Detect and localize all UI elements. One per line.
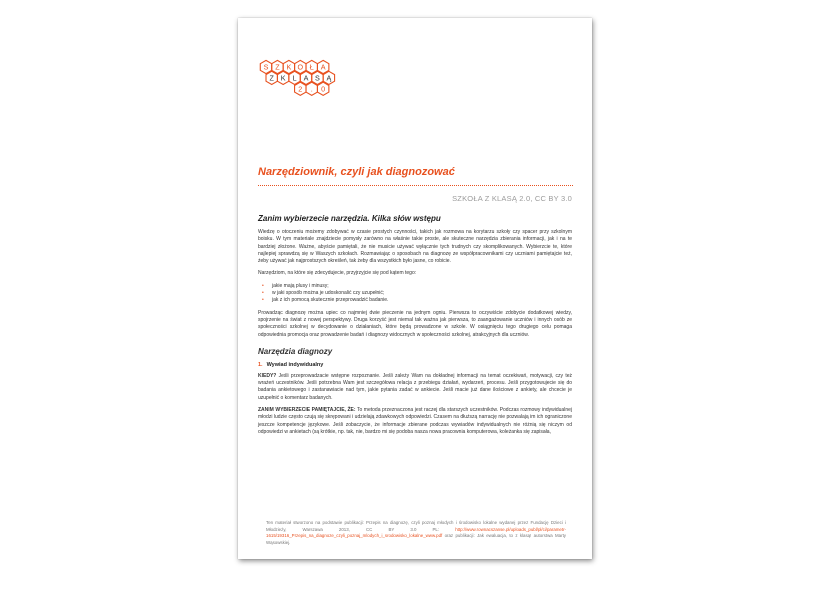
document-body [258, 214, 572, 441]
hexagon-logo-icon [258, 58, 338, 116]
svg-text:O: O [297, 62, 304, 72]
logo-hex-mid [300, 71, 311, 84]
logo-hex-bottom [306, 82, 317, 95]
svg-text:Z: Z [275, 62, 280, 72]
list-item-text: jakie mają plusy i minusy; [272, 282, 329, 289]
section-heading: Narzędzia diagnozy [258, 346, 333, 356]
source-footnote [266, 520, 566, 546]
document-title: Narzędziownik, czyli jak diagnozować [258, 166, 455, 178]
intro-paragraph-3: Prowadząc diagnozę można upiec co najmniej dwie pieczenie na jednym ogniu. Pierwsza to oczywiście zdobycie dodatkowej wiedzy, spojrzenie na świat z nowej perspektywy. Druga korzyść jest niemal tak ważna jak pierwsza, to zaangażowanie uczniów i innych osób ze społeczności szkolnej w decydowanie o działaniach, które będą prowadzone w szkole. W osiągnięciu tego drugiego celu pomaga odpowiednia promocja oraz prowadzenie badań i diagnozy widocznych w społeczności szkolnej, atrakcyjnych dla uczniów. [258, 309, 572, 338]
logo-hex-mid [277, 71, 288, 84]
source-link[interactable]: http://www.rownacszanse.pl/uploads_publ/pl/ci/parametr-1615/19316_Przepis_na_diagnoze_czyli_poznaj_mlodych_i_srodowisko_lokalne_www.pdf [266, 526, 566, 539]
svg-text:S: S [315, 73, 320, 83]
logo-hex-top [317, 60, 328, 73]
kiedy-text: Jeśli przeprowadzacie wstępne rozpoznanie. Jeśli zależy Wam na dokładnej informacji na temat oczekiwań, motywacji, czy też wrażeń uczestników. Jeśli potrzebna Wam jest szczegółowa relacja z przebiegu działań, wydarzeń, procesu. Jeśli przygotowujecie się do badania ankietowego i zastanawiacie nad tym, jakie pytania zadać w ankiecie. Jeśli macie już dane ilościowe z ankiety, ale chcecie je uzupełnić o komentarz badanych. [258, 372, 572, 401]
logo-hex-top [260, 60, 271, 73]
item-number: 1. [258, 361, 263, 368]
svg-text:K: K [280, 73, 286, 83]
intro-paragraph-1: Wiedzę o otoczeniu możemy zdobywać w czasie prostych czynności, takich jak rozmowa na korytarzu szkoły czy spacer przy szkolnym boisku. W tym materiale znajdziecie pomysły zarówno na właśnie takie proste, ale skuteczne narzędzia zbierania informacji, jak i na te bardziej złożone. Ważne, abyście pamiętali, że nie musicie używać wyłącznie tych trudnych czy skomplikowanych. Wybierzcie te, które najlepiej sprawdzą się w Waszych szkołach. Rozmawiając o sposobach na diagnozę ze współpracownikami czy uczniami pamiętajcie też, żeby używać jak najprostszych określeń, tak żeby dla wszystkich było jasne, co robicie. [258, 229, 572, 265]
list-item [258, 290, 572, 297]
svg-text:A: A [320, 62, 326, 72]
item-title: Wywiad indywidualny [266, 361, 324, 368]
svg-text:Z: Z [269, 73, 274, 83]
footnote-text-end: oraz publikacji: Jak ewaluacja, to z klasą! autorstwa Marty Wąsowskiej. [266, 533, 566, 545]
svg-text:A: A [303, 73, 309, 83]
list-item [258, 283, 572, 290]
logo-hex-top [306, 60, 317, 73]
zanim-paragraph [258, 407, 572, 436]
list-item [258, 297, 572, 304]
logo-hex-mid [323, 71, 334, 84]
logo-hex-bottom [295, 82, 306, 95]
logo-hex-mid [312, 71, 323, 84]
svg-text:S: S [263, 62, 269, 72]
logo-hex-top [272, 60, 283, 73]
numbered-subheading [258, 362, 572, 368]
intro-heading: Zanim wybierzecie narzędzia. Kilka słów wstępu [258, 214, 441, 223]
kiedy-paragraph [258, 373, 572, 402]
footnote-text: Ten materiał stworzono na podstawie publikacji: Przepis na diagnozę, czyli poznaj młodych i środowisko lokalne wydanej przez Fundację Dzieci i Młodzieży, Warszawa 2013, CC BY 3.0 PL: [266, 520, 566, 532]
svg-text:Ą: Ą [326, 73, 332, 83]
license-label: SZKOŁA Z KLASĄ 2.0, CC BY 3.0 [452, 194, 572, 203]
title-divider [258, 185, 573, 186]
szkola-z-klasa-logo [258, 58, 338, 116]
svg-text:Ł: Ł [309, 62, 314, 72]
criteria-list [258, 283, 572, 305]
logo-hex-top [295, 60, 306, 73]
svg-text:2: 2 [298, 84, 303, 94]
zanim-lead: ZANIM WYBIERZECIE PAMIĘTAJCIE, ŻE: [258, 407, 356, 414]
logo-hex-mid [266, 71, 277, 84]
svg-text:0: 0 [321, 84, 326, 94]
intro-paragraph-2: Narzędziom, na które się zdecydujecie, przyjrzyjcie się pod kątem tego: [258, 270, 417, 277]
list-item-text: w jaki sposób można je udoskonalić czy uzupełnić; [272, 290, 385, 297]
document-page [238, 18, 592, 559]
logo-hex-bottom [317, 82, 328, 95]
svg-text:.: . [310, 84, 313, 94]
kiedy-lead: KIEDY? [258, 372, 277, 379]
bullet-icon: • [262, 297, 264, 304]
list-item-text: jak z ich pomocą skutecznie przeprowadzić badanie. [272, 297, 389, 304]
bullet-icon: • [262, 290, 264, 297]
zanim-text: To metoda przeznaczona jest raczej dla starszych uczestników. Podczas rozmowy indywidualnej młodzi ludzie często czują się skrępowani i udzielają zdawkowych odpowiedzi. Czasem na dłuższą narrację nie pozwalają im ich ograniczone jeszcze kompetencje językowe. Jeśli zobaczycie, że informacje zbierane podczas wywiadów indywidualnych nie różnią się niczym od odpowiedzi w ankietach (są krótkie, np. tak, nie, bardzo mi się podoba nasza nowa pracownia komputerowa, koleżanka się zapisała, [258, 407, 572, 435]
bullet-icon: • [262, 282, 264, 289]
svg-text:L: L [292, 73, 297, 83]
svg-text:K: K [286, 62, 292, 72]
logo-hex-top [283, 60, 294, 73]
logo-hex-mid [289, 71, 300, 84]
